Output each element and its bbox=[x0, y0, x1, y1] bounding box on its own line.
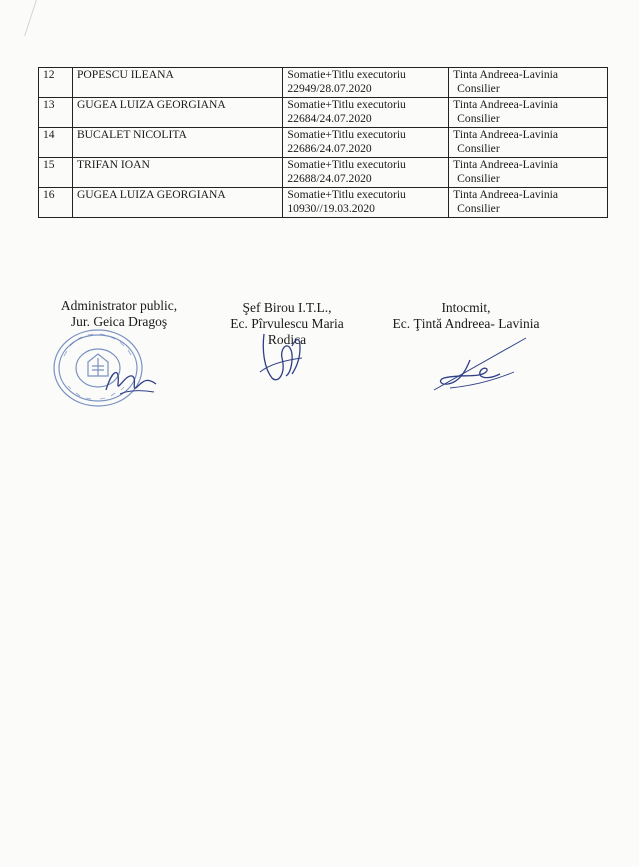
table-row bbox=[39, 128, 608, 158]
responsible-role: Consilier bbox=[457, 141, 500, 155]
admin-signature-icon bbox=[102, 360, 160, 400]
responsible-name: Tinta Andreea-Lavinia bbox=[453, 98, 559, 111]
prepared-by-name: Ec. Ţintă Andreea- Lavinia bbox=[392, 316, 540, 331]
responsible-role: Consilier bbox=[457, 111, 500, 125]
document-number: 10930//19.03.2020 bbox=[287, 201, 375, 215]
prepared-by-title: Intocmit, bbox=[441, 300, 491, 315]
debtor-name: GUGEA LUIZA GEORGIANA bbox=[72, 188, 282, 218]
responsible-name: Tinta Andreea-Lavinia bbox=[453, 188, 559, 201]
responsible-cell bbox=[449, 158, 608, 188]
document-number: 22949/28.07.2020 bbox=[287, 81, 372, 95]
table-row bbox=[39, 188, 608, 218]
notices-table bbox=[38, 67, 608, 218]
chief-title: Şef Birou I.T.L., bbox=[242, 300, 332, 315]
responsible-cell bbox=[449, 68, 608, 98]
notices-table-body bbox=[39, 68, 608, 218]
document-type: Somatie+Titlu executoriu bbox=[287, 128, 406, 141]
table-row bbox=[39, 98, 608, 128]
responsible-cell bbox=[449, 188, 608, 218]
responsible-role: Consilier bbox=[457, 171, 500, 185]
document-type: Somatie+Titlu executoriu bbox=[287, 188, 406, 201]
row-number: 14 bbox=[39, 128, 73, 158]
document-type: Somatie+Titlu executoriu bbox=[287, 98, 406, 111]
document-type: Somatie+Titlu executoriu bbox=[287, 158, 406, 171]
table-row bbox=[39, 68, 608, 98]
document-number: 22688/24.07.2020 bbox=[287, 171, 372, 185]
responsible-name: Tinta Andreea-Lavinia bbox=[453, 68, 559, 81]
responsible-cell bbox=[449, 98, 608, 128]
debtor-name: POPESCU ILEANA bbox=[72, 68, 282, 98]
document-cell bbox=[283, 128, 449, 158]
corner-mark bbox=[24, 0, 49, 36]
admin-title: Administrator public, bbox=[60, 298, 178, 313]
debtor-name: BUCALET NICOLITA bbox=[72, 128, 282, 158]
document-number: 22686/24.07.2020 bbox=[287, 141, 372, 155]
debtor-name: GUGEA LUIZA GEORGIANA bbox=[72, 98, 282, 128]
document-cell bbox=[283, 98, 449, 128]
responsible-cell bbox=[449, 128, 608, 158]
document-cell bbox=[283, 68, 449, 98]
responsible-role: Consilier bbox=[457, 201, 500, 215]
document-cell bbox=[283, 188, 449, 218]
responsible-name: Tinta Andreea-Lavinia bbox=[453, 158, 559, 171]
table-row bbox=[39, 158, 608, 188]
row-number: 15 bbox=[39, 158, 73, 188]
admin-name: Jur. Geica Dragoş bbox=[70, 314, 168, 329]
row-number: 13 bbox=[39, 98, 73, 128]
responsible-role: Consilier bbox=[457, 81, 500, 95]
row-number: 12 bbox=[39, 68, 73, 98]
row-number: 16 bbox=[39, 188, 73, 218]
document-type: Somatie+Titlu executoriu bbox=[287, 68, 406, 81]
chief-signature-icon bbox=[256, 328, 308, 386]
debtor-name: TRIFAN IOAN bbox=[72, 158, 282, 188]
document-number: 22684/24.07.2020 bbox=[287, 111, 372, 125]
prepared-by-signature-icon bbox=[430, 330, 530, 394]
signature-block-prepared-by bbox=[376, 300, 556, 332]
responsible-name: Tinta Andreea-Lavinia bbox=[453, 128, 559, 141]
document-cell bbox=[283, 158, 449, 188]
chief-name: Ec. Pîrvulescu Maria bbox=[230, 316, 344, 331]
chief-name-line2: Rodica bbox=[267, 332, 307, 347]
